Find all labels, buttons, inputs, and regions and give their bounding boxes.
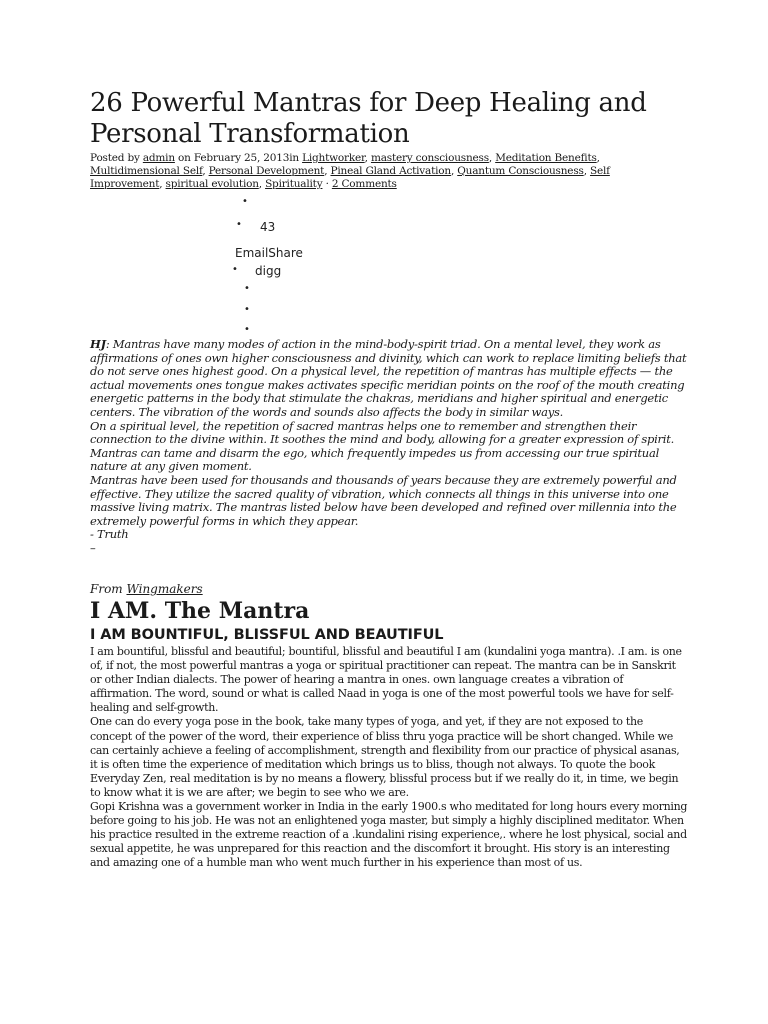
article-header	[90, 88, 680, 191]
meta-separator: ·	[322, 178, 332, 190]
list-bullet: •	[236, 219, 242, 230]
post-meta: Posted by admin on February 25, 2013in Lightworker, mastery consciousness, Meditation Benefits, Multidimensional Self, Personal Development, Pineal Gland Activation, Quantum Consciousness, Self Improvement, spiritual evolution, Spirituality · 2 Comments	[90, 152, 610, 190]
hj-label: HJ	[90, 337, 106, 351]
list-bullet: •	[232, 264, 238, 275]
category-link[interactable]: Meditation Benefits	[495, 152, 597, 164]
category-link[interactable]: Personal Development	[208, 165, 325, 177]
email-share-link[interactable]: EmailShare	[235, 246, 303, 260]
category-link[interactable]: Pineal Gland Activation	[330, 165, 451, 177]
author-link[interactable]: admin	[142, 152, 175, 164]
intro-dash: –	[90, 540, 96, 555]
post-date: on February 25, 2013in	[174, 152, 303, 164]
source-line	[90, 582, 203, 596]
share-count: 43	[260, 220, 276, 234]
list-bullet: •	[244, 283, 250, 294]
article-body	[90, 645, 688, 871]
section-subheading: I AM BOUNTIFUL, BLISSFUL AND BEAUTIFUL	[90, 627, 444, 643]
intro-paragraph: On a spiritual level, the repetition of sacred mantras helps one to remember and strengthen their connection to the divine within. It soothes the mind and body, allowing for a greater expression of spirit. Mantras can tame and disarm the ego, which frequently impedes us from accessing our true spiritual nature at any given moment.	[90, 418, 675, 474]
comments-link[interactable]: 2 Comments	[331, 178, 397, 190]
section-heading: I AM. The Mantra	[90, 598, 310, 624]
intro-signature: - Truth	[90, 527, 129, 542]
page-title: 26 Powerful Mantras for Deep Healing and Personal Transformation	[90, 88, 647, 149]
intro-paragraph: Mantras have been used for thousands and thousands of years because they are extremely powerful and effective. They utilize the sacred quality of vibration, which connects all things in this universe into one massive living matrix. The mantras listed below have been developed and refined over millennia into the extremely powerful forms in which they appear.	[90, 472, 677, 528]
intro-text: : Mantras have many modes of action in the mind-body-spirit triad. On a mental level, they work as affirmations of ones own higher consciousness and divinity, which can work to replace limiting beliefs that do not serve ones highest good. On a physical level, the repetition of mantras has multiple effects — the actual movements ones tongue makes activates specific meridian points on the roof of the mouth creating energetic patterns in the body that stimulate the chakras, meridians and higher spiritual and energetic centers. The vibration of the words and sounds also affects the body in similar ways.	[90, 337, 687, 419]
from-label: From	[90, 582, 127, 596]
category-link[interactable]: Self Improvement	[90, 165, 610, 190]
category-link[interactable]: spiritual evolution	[165, 178, 259, 190]
category-link[interactable]: Multidimensional Self	[90, 165, 203, 177]
source-link[interactable]: Wingmakers	[126, 582, 203, 596]
list-bullet: •	[242, 196, 248, 207]
category-link[interactable]: mastery consciousness	[370, 152, 489, 164]
posted-by-label: Posted by	[90, 152, 143, 164]
category-link[interactable]: Spirituality	[265, 178, 323, 190]
category-link[interactable]: Quantum Consciousness	[457, 165, 584, 177]
intro-quote	[90, 338, 690, 556]
digg-link[interactable]: digg	[255, 264, 282, 278]
intro-paragraph	[90, 338, 690, 420]
body-paragraph: One can do every yoga pose in the book, take many types of yoga, and yet, if they are not exposed to the concept of the power of the word, their experience of bliss thru yoga practice will be short changed. While we can certainly achieve a feeling of accomplishment, strength and flexibility from our practice of physical asanas, it is often time the experience of meditation which brings us to bliss, though not always. To quote the book Everyday Zen, real meditation is by no means a flowery, blissful process but if we really do it, in time, we begin to know what it is we are after; we begin to see who we are.	[90, 715, 680, 799]
category-link[interactable]: Lightworker	[302, 152, 365, 164]
list-bullet: •	[244, 304, 250, 315]
body-paragraph: I am bountiful, blissful and beautiful; bountiful, blissful and beautiful I am (kundalini yoga mantra). .I am. is one of, if not, the most powerful mantras a yoga or spiritual practitioner can repeat. The mantra can be in Sanskrit or other Indian dialects. The power of hearing a mantra in ones. own language creates a vibration of affirmation. The word, sound or what is called Naad in yoga is one of the most powerful tools we have for self-healing and self-growth.	[90, 645, 682, 715]
body-paragraph: Gopi Krishna was a government worker in India in the early 1900.s who meditated for long hours every morning before going to his job. He was not an enlightened yoga master, but simply a highly disciplined meditator. When his practice resulted in the extreme reaction of a .kundalini rising experience,. where he lost physical, social and sexual appetite, he was unprepared for this reaction and the discomfort it brought. His story is an interesting and amazing one of a humble man who went much further in his experience than most of us.	[90, 800, 688, 870]
list-bullet: •	[244, 324, 250, 335]
